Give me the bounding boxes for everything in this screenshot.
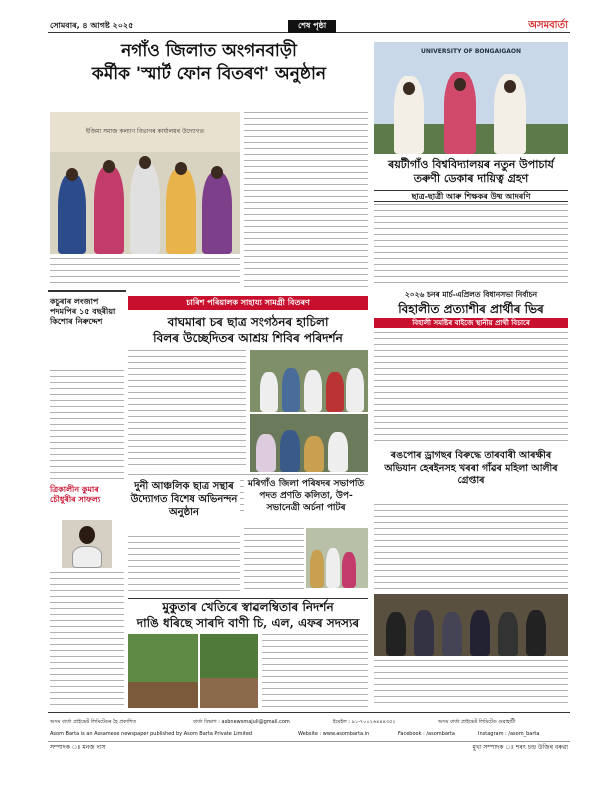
morigaon-headline: মৰিগাঁও জিলা পৰিষদৰ সভাপতি পদত প্ৰণতি কলিতা, উপ-সভানেত্ৰী অৰ্চনা পাটৰ bbox=[244, 478, 368, 514]
mukutar-headline-line1: মুকুতাৰ খেতিৰে স্বাৱলম্বিতাৰ নিদৰ্শন bbox=[162, 600, 334, 614]
lead-body-left bbox=[50, 258, 240, 288]
student-body bbox=[128, 536, 240, 594]
university-headline: ৰয়টীগাঁও বিশ্ববিদ্যালয়ৰ নতুন উপাচাৰ্য তৰুণী ডেকাৰ দায়িত্ব গ্ৰহণ bbox=[388, 158, 554, 185]
footer-facebook: Facebook : /asombarta bbox=[398, 731, 455, 737]
footer-phone: ইমেইল : ৯১-৭০০২৬৪৪৪৩৫২ bbox=[333, 719, 396, 725]
left-side-headline: কচুৰাৰ লংজাপ পদমপিৰ ১৫ বছৰীয়া কিশোৰ নিৰুদ্দেশ bbox=[50, 296, 116, 326]
morigaon-body bbox=[244, 528, 304, 594]
morigaon-photo bbox=[306, 528, 368, 588]
footer-row-2 bbox=[48, 729, 570, 739]
left-side-headline-2: ত্ৰিকালীন কুমাৰ চৌধুৰীৰ সাফল্য bbox=[50, 484, 101, 504]
footer-publisher: অসম বাৰ্তা প্ৰাইভেট লিমিটেডৰ হৈ প্ৰকাশিত bbox=[50, 719, 137, 725]
footer-editor: সম্পাদক ঃ মনজ দাস bbox=[50, 744, 106, 751]
left-side-body-2 bbox=[50, 572, 124, 708]
mukutar-headline bbox=[128, 598, 368, 631]
drugs-photo bbox=[374, 594, 568, 656]
lead-photo-banner-text: ইজিমা সমাজ কল্যাণ বিভাগৰ কাৰ্যালয়ৰ উদ্যোগত bbox=[85, 128, 205, 135]
left-side-portrait bbox=[62, 520, 112, 568]
drugs-headline: ৰঙপোৰ ড্ৰাগছৰ বিৰুদ্ধে তাৰবাৰী আৰক্ষীৰ অভিযান হেৰইনসহ খৰৰা গাঁৱৰ মহিলা আলীৰ গ্ৰেপ্তাৰ bbox=[384, 450, 558, 486]
baghmara-headline-line2: বিলৰ উচ্ছেদিতৰ আশ্ৰয় শিবিৰ পৰিদৰ্শন bbox=[153, 331, 343, 345]
mukutar-headline-line2: দাঙি ধৰিছে সাৰদি বাণী চি, এল, এফৰ সদস্যৰ bbox=[136, 616, 360, 630]
election-kicker: ২০২৬ চনৰ মাৰ্চ-এপ্ৰিলত বিধানসভা নিৰ্বাচন bbox=[404, 290, 538, 299]
baghmara-photo-1 bbox=[250, 350, 368, 412]
university-photo bbox=[374, 42, 568, 154]
mukutar-photo-2 bbox=[200, 634, 258, 708]
university-body bbox=[374, 204, 568, 286]
footer-email: বাৰ্তা বিভাগ : asbnewsmajuli@gmail.com bbox=[193, 719, 290, 725]
baghmara-photo-2 bbox=[250, 414, 368, 472]
baghmara-body bbox=[128, 350, 246, 470]
university-photo-banner: UNIVERSITY OF BONGAIGAON bbox=[420, 48, 522, 55]
election-body bbox=[374, 332, 568, 444]
student-headline: দুনী আঞ্চলিক ছাত্ৰ সন্থাৰ উদ্যোগত বিশেষ অভিনন্দন অনুষ্ঠান bbox=[128, 478, 240, 519]
election-headline: বিহালীত প্ৰত্যাশীৰ প্ৰাৰ্থীৰ ভিৰ bbox=[398, 302, 544, 316]
section-label: শেষ পৃষ্ঠা bbox=[288, 20, 336, 33]
lead-headline-line1: নগাঁও জিলাত অংগনবাড়ী bbox=[121, 41, 297, 61]
left-side-rule bbox=[48, 290, 126, 292]
red-banner: চাৰিশ পৰিয়ালক সাহায্য সামগ্ৰী বিতৰণ bbox=[128, 296, 368, 310]
lead-headline bbox=[50, 40, 368, 86]
election-subhead: বিহালী সমষ্টিৰ বাইজে স্থানীয় প্ৰাৰ্থী বিচাৰে bbox=[374, 318, 568, 328]
footer bbox=[48, 712, 570, 772]
footer-row-1 bbox=[48, 717, 570, 727]
mukutar-photo-1 bbox=[128, 634, 198, 708]
drugs-body bbox=[374, 504, 568, 590]
footer-office: অসম বাৰ্তা প্ৰাইভেট লিমিটেড গুৱাহাটী bbox=[438, 719, 516, 725]
lead-photo bbox=[50, 112, 240, 254]
university-subhead: ছাত্ৰ-ছাত্ৰী আৰু শিক্ষকৰ উষ্ম আদৰণি bbox=[374, 190, 568, 202]
footer-instagram: Instagram : /asom_barta bbox=[478, 731, 540, 737]
mukutar-body bbox=[262, 634, 368, 708]
footer-english-credit: Asom Barta is an Assamese newspaper published by Asom Barta Private Limited bbox=[50, 731, 253, 737]
lead-photo-banner bbox=[50, 112, 240, 152]
brand-logo: অসমবাৰ্তা bbox=[528, 20, 568, 31]
footer-chief-editor: মুখ্য সম্পাদক ঃ শৰৎ চন্দ্ৰ উজিৰ বৰুৱা bbox=[472, 744, 568, 751]
masthead bbox=[48, 19, 570, 33]
footer-website: Website : www.asombarta.in bbox=[298, 731, 370, 737]
left-side-body bbox=[50, 370, 124, 480]
lead-body-right bbox=[244, 112, 368, 287]
baghmara-headline-line1: বাঘমাৰা চৰ ছাত্ৰ সংগঠনৰ হাচিলা bbox=[167, 315, 329, 329]
lead-headline-line2: কৰ্মীক 'স্মাৰ্ট ফোন বিতৰণ' অনুষ্ঠান bbox=[91, 64, 327, 84]
footer-row-3 bbox=[48, 741, 570, 753]
baghmara-headline bbox=[128, 314, 368, 346]
drugs-body-2 bbox=[374, 660, 568, 708]
issue-date: সোমবাৰ, ৪ আগষ্ট ২০২৫ bbox=[50, 21, 134, 30]
